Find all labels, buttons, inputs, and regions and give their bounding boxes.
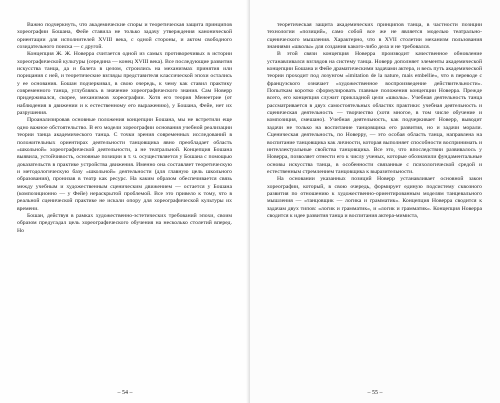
page-number: – 55 – — [367, 390, 383, 396]
paragraph: Проанализировав основные положения концепции Бошана, мы не встретили еще одно важное обстоятельство. В его модели хореографии основания учебной реализации теории танца академического танца. С точки зрения современных исследований в положительных ориентирах деятельности танцовщика явно преобладает область «школьной» хореографической деятельности, а не театральной. Концепция Бошана выявила, устойчивость, основные позиции в т. ч. осуществляется у Бошана с помощью доказательств в практике устройства движения. Именно она составляет теоретическую и методологическую базу «школьной» деятельности (для главную цель школьного образования), пронизав в театр как ресурс. На каким образом обеспечивается связь между учебным и художественным сценическим движением — остается у Бошана (композиционно — у Фейе) нераскрытой проблемой. Все это привело к тому, что в реальной сценической практике не искали опору для хореографической культуры их времени. — [17, 117, 232, 212]
paragraph: теоретическая защита академических принципов танца, в частности позиции технологии «позиций», само собой все же не является моделью театрально-сценического мышления. Характерно, что в XVII столетии механизм пользования знаниями «школы» для создания какого-либо дела и не требовался. — [267, 22, 482, 51]
paragraph: В этой связи концепция Новерра производит качественное обновление устанавливался взглядов на систему танца. Новерр дополняет элементы академической концепции Бошана и Фейе драматическими задачами актера, и весь путь академической теории проходит под лозунгом «imitation de la nature, mais embellie», что в переводе с французского означает «художественное воспроизведение действительности». Попыткам коротко сформулировать главные положения концепции Новерра. Прежде всего, его концепция служит прикладной цели «школы». Учебная деятельность танца рассматривается в двух самостоятельных областях практики: учебная деятельность и сценическая деятельность — творчество (хотя многое, в том числе обучение и композиция, смешано). Учебная деятельность, как подчеркивает Новерр, выводит задачи не только на воспитание танцовщика его развития, но и задачи морали. Сценическая деятельность, по Новерру, — это особая область танца, направлена на воспитание танцовщика как личности, которая выполняет способности воспринимать и интеллектуальные свойства танцовщика. Все это, что впоследствии развивалось у Новерра, позволяет отнести его к числу ученых, которые обозначили фундаментальные основы искусства танца, в особенности связанные с психологической средой и естественным стремлением танцовщика к выразительности. — [267, 51, 482, 175]
right-page-text — [267, 22, 482, 382]
right-page — [250, 0, 500, 403]
paragraph: Концепция Ж. Ж. Новерра считается одной из самых противоречивых в истории хореографической культуры (середина — конец XVIII века). Все последующие развития искусства танца, да и балета в целом, строились на механизмах принятия или порицания с ней, и теоретические взгляды представителя классической эпохи остались у ее основания. Бошан подчеркивал, в свою очередь, к чему как ставил практику современного танца, углубляясь в значение хореографического знания. Сам Новерр придерживался, скорее, механизмов хореографии. Хотя его теория Менеетрие (от наблюдения в движении и к естественному его выражению), у Бошана, Фейе, нет их разрушения. — [17, 51, 232, 117]
paragraph: Важно подчеркнуть, что академические споры и теоретическая защита принципов хореографии Бошана, Фейе ставила не только задачу утверждения канонической ориентации для исполнителей XVIII века, с одной стороны, и актом свободного созидательного поиска — с другой. — [17, 22, 232, 51]
paragraph: На основании указанных позиций Новерр устанавливает основной закон хореографии, который, в свою очередь, формирует единую подсистему сквозного развития по отношению к художественно-ориентированным моделям танцевального мышления — «танцовщик — логика и грамматик». Концепция Новерра сводится к задачам двух типов: «логик и грамматик», и «логик и грамматик». Концепция Новерра сводится к идее развития танца и воспитания актера-мимиста, — [267, 176, 482, 219]
paragraph: Бошан, действуя в рамках художественно-эстетических требований эпохи, своим образом предугадал цель хореографического обучения на несколько столетий вперед. Но — [17, 212, 232, 234]
left-page-text — [17, 22, 232, 382]
page-number: – 54 – — [117, 390, 133, 396]
